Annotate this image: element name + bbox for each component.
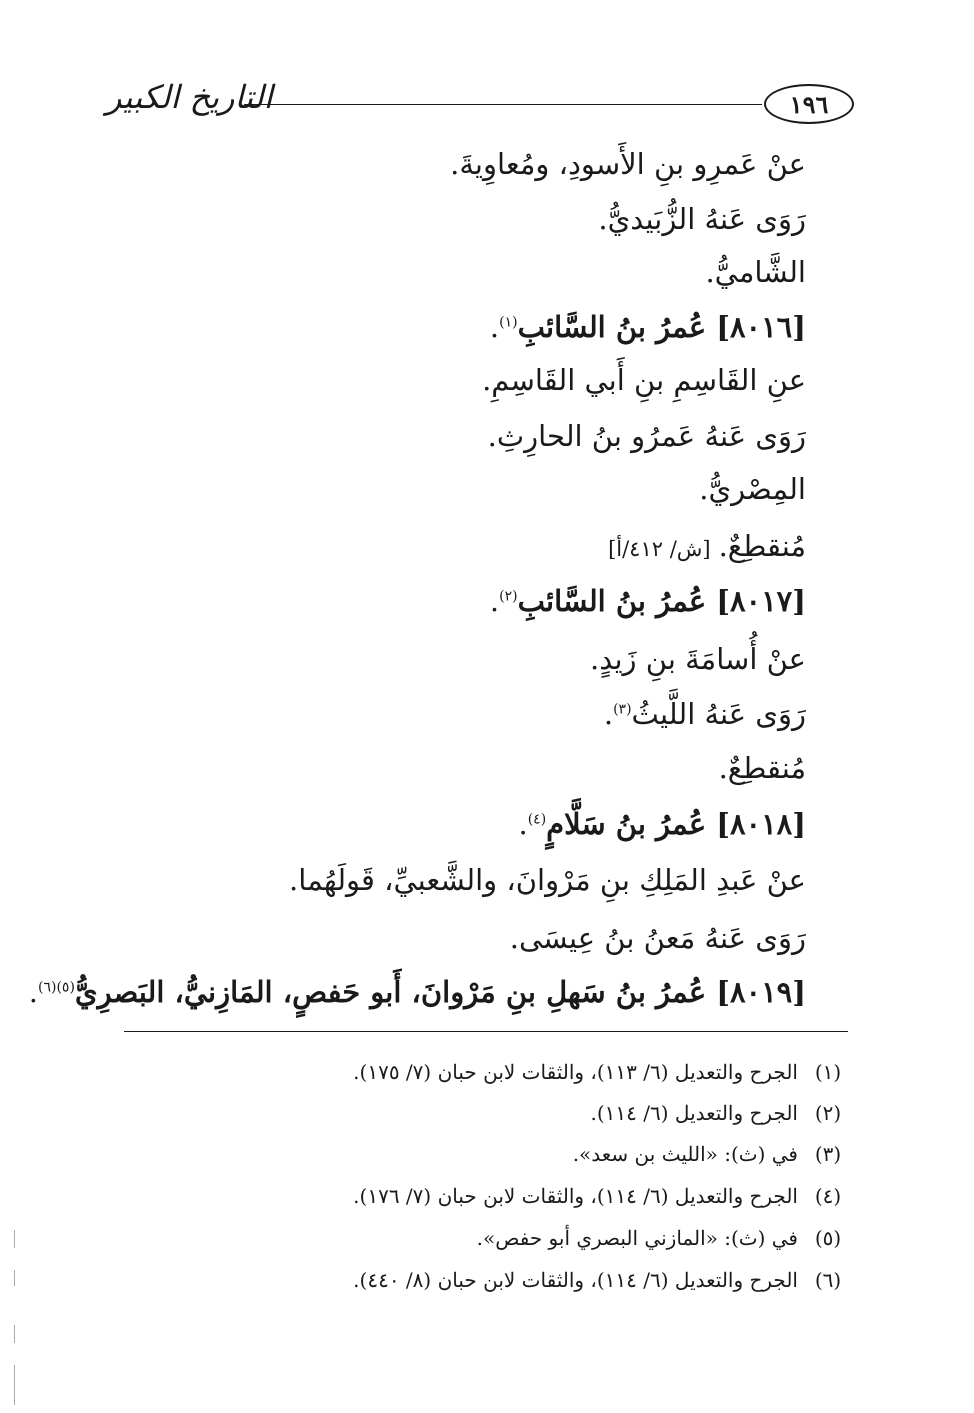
footnote-marker[interactable]: (٢) — [499, 588, 518, 605]
line-text: رَوَى عَنهُ مَعنُ بنُ عِيسَى. — [509, 921, 806, 955]
entry-heading: [٨٠١٦] عُمرُ بنُ السَّائبِ — [517, 310, 806, 344]
footnote — [353, 1270, 848, 1290]
line-text: رَوَى عَنهُ عَمرُو بنُ الحارِثِ. — [487, 419, 806, 453]
footnote-separator — [124, 1031, 848, 1032]
margin-tick — [14, 1230, 15, 1248]
text-line — [699, 472, 806, 506]
page-header — [106, 78, 854, 136]
text-line — [489, 584, 806, 618]
entry-heading: [٨٠١٨] عُمرُ بنُ سَلَّامٍ — [546, 807, 806, 841]
footnote-text: في (ث): «الليث بن سعد». — [572, 1142, 798, 1166]
text-line — [603, 697, 806, 731]
line-punctuation: . — [489, 584, 500, 618]
footnote-number: (٢) — [814, 1101, 842, 1125]
text-line — [482, 363, 806, 397]
entry-heading: [٨٠١٩] عُمرُ بنُ سَهلِ بنِ مَرْوانَ، أَبو حَفصٍ، المَازِنيُّ، البَصرِيُّ — [74, 975, 806, 1009]
book-title: التاريخ الكبير — [106, 78, 273, 116]
footnote-text: الجرح والتعديل (٦/ ١١٤)، والثقات لابن حبان (٧/ ١٧٦). — [353, 1184, 798, 1208]
footnote — [353, 1062, 848, 1082]
line-text: مُنقطِعٌ. — [718, 751, 806, 785]
text-line — [518, 807, 806, 841]
footnote-text: في (ث): «المازني البصري أبو حفص». — [476, 1226, 798, 1250]
line-punctuation: . — [603, 697, 614, 731]
text-line — [598, 202, 806, 236]
margin-tick — [14, 1365, 15, 1405]
text-line — [450, 147, 806, 181]
footnote — [591, 1103, 849, 1123]
entry-heading: [٨٠١٧] عُمرُ بنُ السَّائبِ — [517, 584, 806, 618]
footnote-text: الجرح والتعديل (٦/ ١١٤)، والثقات لابن حبان (٨/ ٤٤٠). — [353, 1268, 798, 1292]
line-text: المِصْريُّ. — [699, 472, 806, 506]
line-punctuation: . — [28, 975, 38, 1009]
header-rule — [244, 104, 762, 105]
margin-tick — [14, 1270, 15, 1286]
footnote-marker[interactable]: (١) — [499, 314, 518, 331]
footnote-number: (٦) — [814, 1268, 842, 1292]
footnote-text: الجرح والتعديل (٦/ ١١٣)، والثقات لابن حبان (٧/ ١٧٥). — [353, 1060, 798, 1084]
text-line — [608, 529, 806, 563]
text-line — [718, 751, 806, 785]
line-text: عنِ القَاسِمِ بنِ أَبي القَاسِمِ. — [482, 363, 806, 397]
text-line — [509, 921, 806, 955]
line-text: مُنقطِعٌ. — [718, 529, 806, 563]
line-text: رَوَى عَنهُ اللَّيثُ — [631, 697, 806, 731]
line-text: عنْ عَبدِ المَلِكِ بنِ مَرْوانَ، والشَّعبيِّ، قَولَهُما. — [289, 863, 806, 897]
line-punctuation: . — [518, 807, 528, 841]
line-text: الشَّاميُّ. — [705, 255, 806, 289]
footnote-number: (٤) — [814, 1184, 842, 1208]
text-line — [487, 419, 806, 453]
text-line — [28, 975, 806, 1009]
footnote-marker[interactable]: (٤) — [527, 811, 547, 828]
text-line — [590, 642, 806, 676]
footnote-marker[interactable]: (٥)(٦) — [37, 979, 75, 996]
text-line — [705, 255, 806, 289]
line-text: رَوَى عَنهُ الزُّبَيديُّ. — [598, 202, 806, 236]
footnote — [353, 1186, 848, 1206]
text-line — [289, 863, 806, 897]
page-number: ١٩٦ — [764, 84, 854, 124]
footnote — [573, 1144, 848, 1164]
line-text: عنْ عَمرِو بنِ الأَسودِ، ومُعاوِيةَ. — [450, 147, 806, 181]
footnote — [477, 1228, 848, 1248]
footnote-number: (١) — [814, 1060, 842, 1084]
footnote-number: (٣) — [814, 1142, 842, 1166]
manuscript-reference: [ش/ ٤١٢/أ] — [608, 537, 711, 561]
margin-tick — [14, 1325, 15, 1343]
text-line — [489, 310, 806, 344]
footnote-text: الجرح والتعديل (٦/ ١١٤). — [590, 1101, 798, 1125]
footnote-marker[interactable]: (٣) — [613, 701, 632, 718]
footnote-number: (٥) — [814, 1226, 842, 1250]
line-text: عنْ أُسامَةَ بنِ زَيدٍ. — [590, 642, 806, 676]
line-punctuation: . — [489, 310, 500, 344]
